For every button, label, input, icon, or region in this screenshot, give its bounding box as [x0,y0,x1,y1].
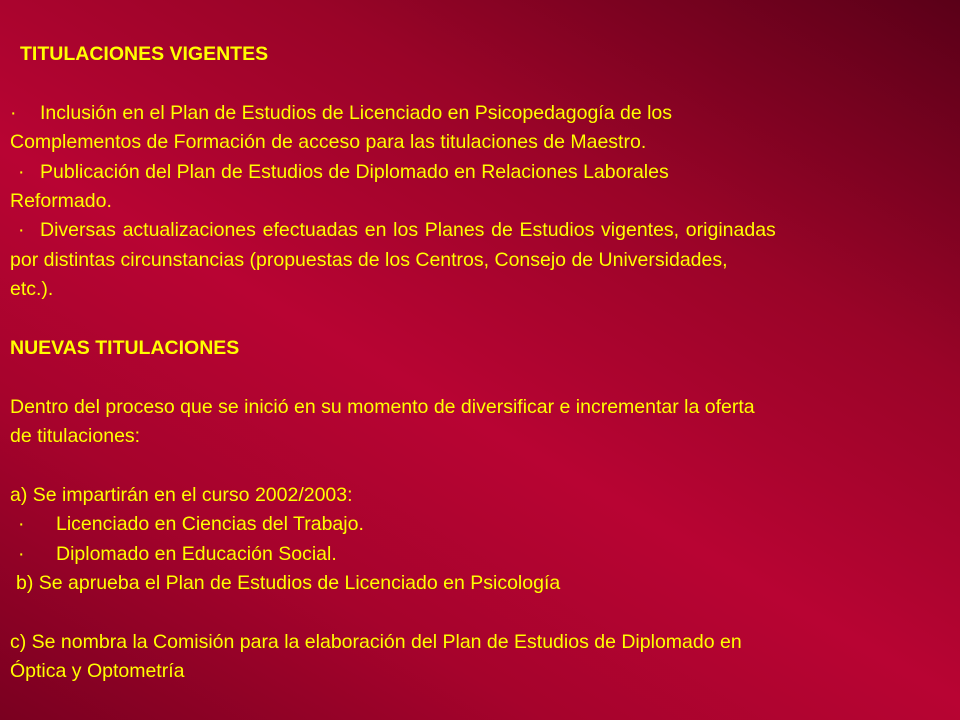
bullet-icon: · [18,219,25,242]
list-item-text: Licenciado en Ciencias del Trabajo. [56,513,364,536]
section-title-nuevas: NUEVAS TITULACIONES [10,336,240,359]
subsection-b-text: b) Se aprueba el Plan de Estudios de Licenciado en Psicología [16,572,561,595]
list-item-continuation: etc.). [10,278,54,301]
spacer [10,363,940,392]
list-item [10,158,940,187]
list-item-text: Diplomado en Educación Social. [56,542,337,565]
subsection-c-continuation: Óptica y Optometría [10,660,185,683]
intro-text-continuation: de titulaciones: [10,425,141,448]
intro-text: Dentro del proceso que se inició en su momento de diversificar e incrementar la oferta [10,395,755,418]
list-item [10,99,940,128]
list-item-text: Inclusión en el Plan de Estudios de Licenciado en Psicopedagogía de los [40,101,673,124]
list-item-continuation: Complementos de Formación de acceso para las titulaciones de Maestro. [10,131,647,154]
spacer [10,69,940,98]
subsection-a-label: a) Se impartirán en el curso 2002/2003: [10,483,353,506]
slide-content [10,40,940,687]
bullet-icon: · [18,160,25,183]
list-item-text: Publicación del Plan de Estudios de Diplomado en Relaciones Laborales [40,160,669,183]
bullet-icon: · [18,513,25,536]
spacer [10,305,940,334]
list-item [10,510,940,539]
list-item [10,216,940,245]
spacer [10,451,940,480]
subsection-c-text: c) Se nombra la Comisión para la elaboración del Plan de Estudios de Diplomado en [10,630,742,653]
list-item-text: Diversas actualizaciones efectuadas en los Planes de Estudios vigentes, originadas [40,219,776,242]
bullet-icon: · [18,542,25,565]
list-item [10,540,940,569]
list-item-continuation: Reformado. [10,189,112,212]
list-item-continuation: por distintas circunstancias (propuestas de los Centros, Consejo de Universidades, [10,248,728,271]
section-title-vigentes: TITULACIONES VIGENTES [20,43,269,65]
spacer [10,598,940,627]
bullet-icon: · [10,101,17,124]
